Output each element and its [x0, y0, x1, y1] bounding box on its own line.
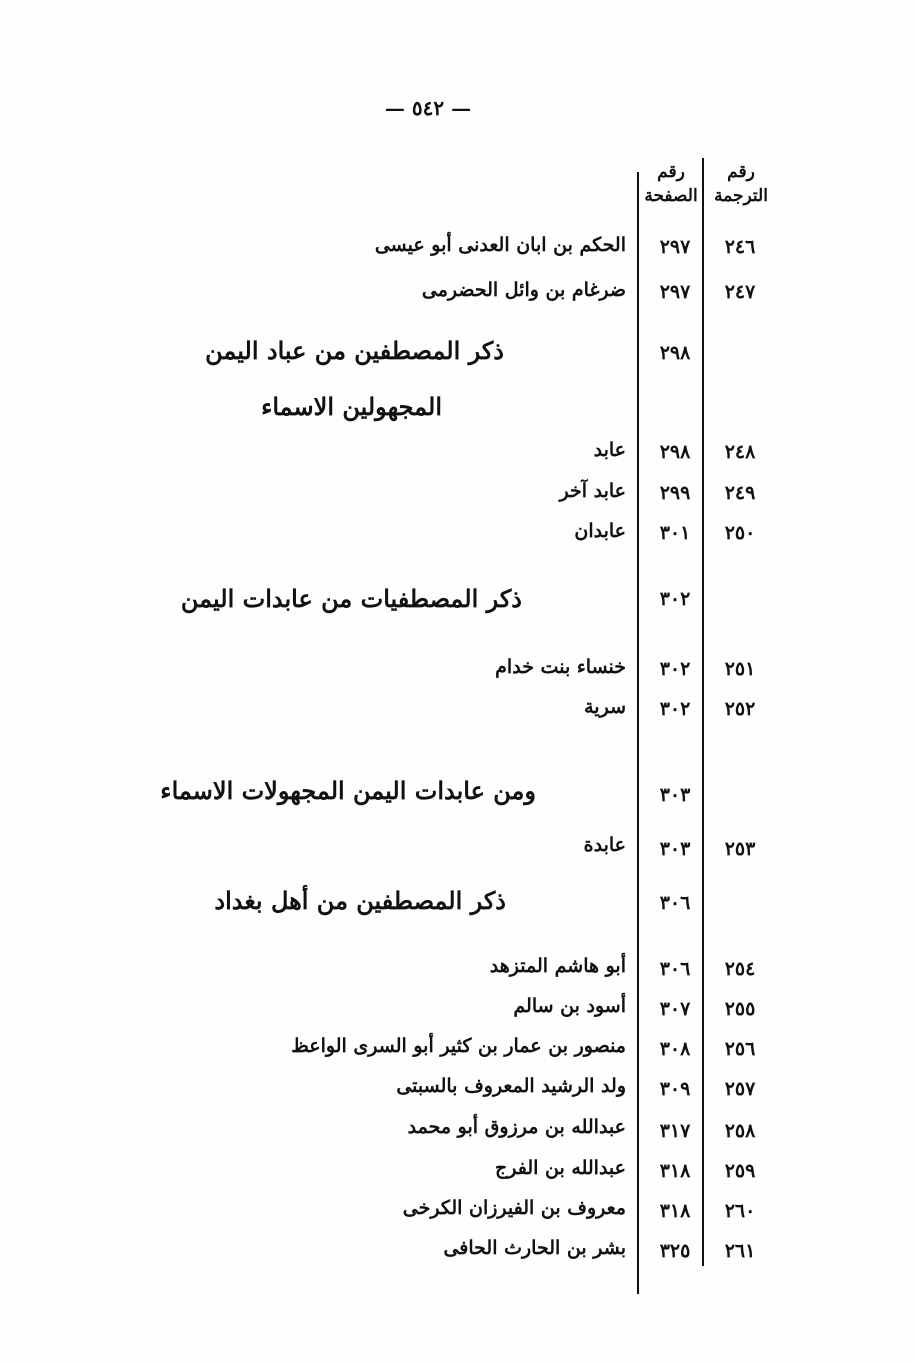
page-ref: ٢٩٧: [659, 281, 691, 303]
section-heading: ذكر المصطفين من عباد اليمن: [205, 336, 504, 365]
entry-name: ضرغام بن وائل الحضرمى: [421, 279, 626, 301]
section-heading: المجهولين الاسماء: [261, 392, 442, 421]
page-ref: ٢٩٨: [659, 342, 691, 364]
tarjama-number: ٢٥٦: [724, 1038, 756, 1060]
entry-name: أسود بن سالم: [513, 995, 626, 1017]
entry-name: منصور بن عمار بن كثير أبو السرى الواعظ: [291, 1035, 626, 1057]
tarjama-number: ٢٥٥: [724, 998, 756, 1020]
page-ref: ٣١٧: [659, 1120, 691, 1142]
tarjama-number: ٢٥٢: [724, 698, 756, 720]
tarjama-number: ٢٥١: [724, 658, 756, 680]
section-heading: ذكر المصطفين من أهل بغداد: [214, 886, 506, 915]
page-ref: ٢٩٩: [659, 482, 691, 504]
section-heading: ومن عابدات اليمن المجهولات الاسماء: [160, 776, 536, 805]
tarjama-number: ٢٤٦: [724, 236, 756, 258]
page-ref: ٣٠٢: [659, 658, 691, 680]
entry-name: عابدة: [583, 834, 626, 856]
tarjama-number: ٢٤٧: [724, 281, 756, 303]
tarjama-number: ٢٥٤: [724, 958, 756, 980]
entry-name: خنساء بنت خدام: [495, 656, 626, 678]
entry-name: ولد الرشيد المعروف بالسبتى: [396, 1075, 626, 1097]
page-number: — ٥٤٢ —: [384, 96, 472, 120]
page-ref: ٣٠٢: [659, 588, 691, 610]
tarjama-number: ٢٥٣: [724, 838, 756, 860]
tarjama-number: ٢٦٠: [724, 1200, 756, 1222]
page-ref: ٣٠١: [659, 522, 691, 544]
entry-name: أبو هاشم المتزهد: [489, 955, 626, 977]
page-ref: ٣١٨: [659, 1160, 691, 1182]
tarjama-number: ٢٥٨: [724, 1120, 756, 1142]
page-ref: ٣٠٩: [659, 1078, 691, 1100]
entry-name: معروف بن الفيرزان الكرخى: [402, 1197, 626, 1219]
entry-name: سرية: [584, 696, 626, 718]
page-ref: ٢٩٧: [659, 236, 691, 258]
tarjama-number: ٢٤٩: [724, 482, 756, 504]
entry-name: عابدان: [574, 520, 626, 542]
entry-name: عابد: [593, 439, 626, 461]
page-ref: ٢٩٨: [659, 441, 691, 463]
entry-name: عبدالله بن الفرج: [495, 1157, 626, 1179]
page-ref: ٣٠٢: [659, 698, 691, 720]
tarjama-number: ٢٥٧: [724, 1078, 756, 1100]
entry-name: الحكم بن ابان العدنى أبو عيسى: [374, 234, 626, 256]
tarjama-number: ٢٥٠: [724, 522, 756, 544]
page-ref: ٣٠٨: [659, 1038, 691, 1060]
section-heading: ذكر المصطفيات من عابدات اليمن: [180, 584, 522, 613]
entry-name: بشر بن الحارث الحافى: [443, 1237, 626, 1259]
tarjama-number: ٢٥٩: [724, 1160, 756, 1182]
entry-name: عبدالله بن مرزوق أبو محمد: [407, 1116, 626, 1138]
page-ref: ٣٠٧: [659, 998, 691, 1020]
page-ref: ٣٢٥: [659, 1240, 691, 1262]
page-ref: ٣١٨: [659, 1200, 691, 1222]
tarjama-number: ٢٤٨: [724, 441, 756, 463]
page-ref: ٣٠٣: [659, 838, 691, 860]
page-ref: ٣٠٦: [659, 958, 691, 980]
entry-name: عابد آخر: [559, 480, 626, 502]
page-ref: ٣٠٦: [659, 892, 691, 914]
page-ref: ٣٠٣: [659, 784, 691, 806]
header-tarjama-number: رقم الترجمة: [714, 162, 768, 206]
tarjama-number: ٢٦١: [724, 1240, 756, 1262]
column-divider-page: [637, 172, 639, 1294]
header-page-number: رقم الصفحة: [644, 162, 698, 206]
